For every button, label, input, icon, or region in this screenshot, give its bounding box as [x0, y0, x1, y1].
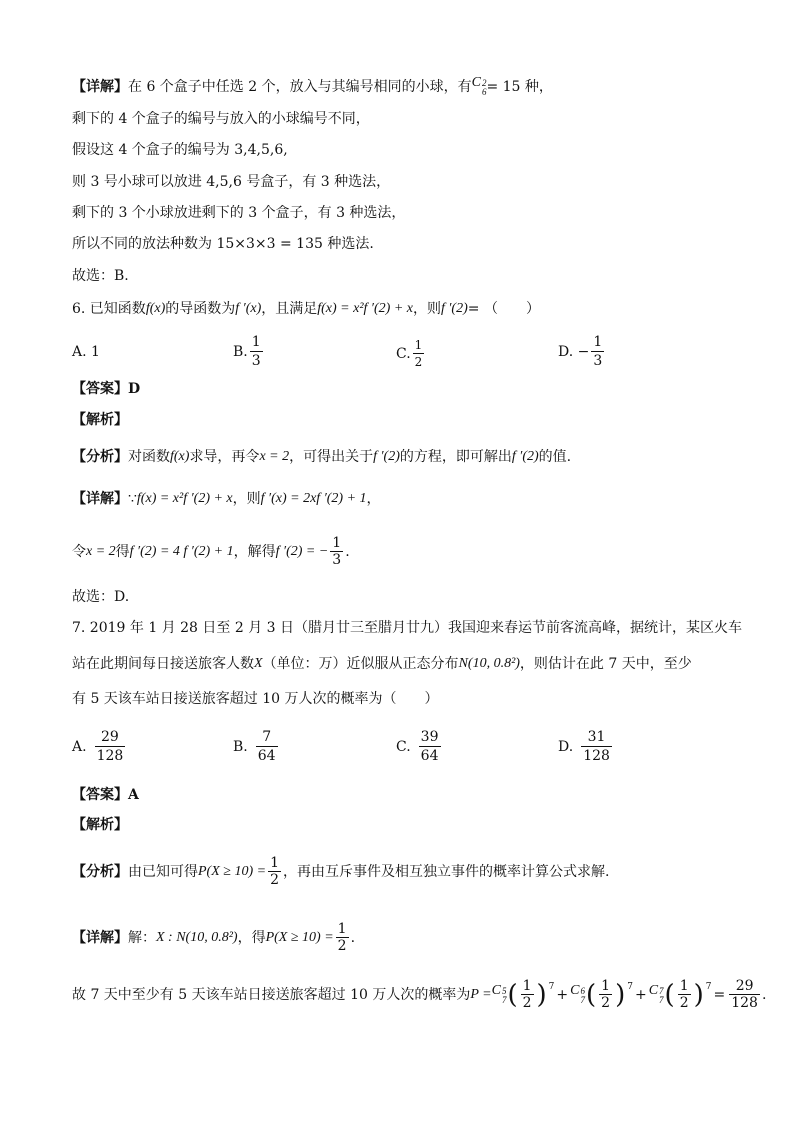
q6-option-c: [396, 338, 426, 369]
gu7-text-a: 故 7 天中至少有 5 天该车站日接送旅客超过 10 万人次的概率为: [72, 986, 471, 1003]
q7-normal: N(10, 0.8²): [458, 656, 520, 671]
fx7-prob: P(X ≥ 10) =: [198, 863, 267, 879]
result-fraction: [729, 979, 760, 1010]
paren-close: ): [536, 979, 547, 1010]
frac-num: 1: [270, 855, 279, 871]
xj6-eq2: f ′(x) = 2xf ′(2) + 1: [260, 491, 367, 506]
q7-line-3: 有 5 天该车站日接送旅客超过 10 万人次的概率为（ ）: [72, 691, 439, 707]
frac-num: 1: [601, 978, 611, 994]
q6-detail: [72, 492, 381, 506]
frac-den: 128: [96, 748, 124, 764]
q6-fp2: f ′(2): [440, 301, 468, 316]
frac-den: 3: [251, 353, 261, 369]
line-3: 假设这 4 个盒子的编号为 3,4,5,6,: [72, 142, 288, 158]
c-sup: 6: [580, 986, 585, 996]
xj6-because: ∵: [128, 491, 137, 507]
fx6-text-c: ，可得出关于: [289, 449, 374, 465]
gu7-term-3: C 7 7: [648, 983, 664, 1005]
fx6-x2: x = 2: [259, 449, 290, 464]
gu7-end: .: [761, 986, 767, 1003]
q7-analysis: [72, 856, 609, 887]
q6-text-e: = （ ）: [467, 301, 540, 317]
q7-option-a-label: A.: [72, 738, 87, 755]
q7-answer-text: 【答案】A: [72, 787, 139, 803]
q6-option-d: [558, 334, 606, 369]
power: 7: [548, 982, 555, 992]
paren-open: (: [664, 979, 675, 1010]
ling6-eq2: f ′(2) = −: [275, 543, 329, 559]
q6-text-a: 6. 已知函数: [72, 301, 146, 317]
plus-sign: +: [556, 986, 569, 1003]
frac-den: 3: [332, 552, 342, 568]
q7-conclusion: [72, 979, 766, 1010]
xj6-eq1: f(x) = x²f ′(2) + x: [136, 491, 233, 506]
frac-num: 1: [522, 978, 532, 994]
q6-analysis-header: [72, 413, 128, 427]
frac-den: 2: [679, 995, 689, 1011]
plus-sign: +: [634, 986, 647, 1003]
power: 7: [705, 982, 712, 992]
xj7-text-b: ，得: [237, 929, 266, 946]
frac-den: 64: [420, 748, 439, 764]
q7-option-c: [396, 729, 443, 764]
q7-analysis-text: 【解析】: [72, 817, 128, 833]
ling6-end: .: [345, 543, 350, 560]
q6-choice: 故选：D.: [72, 589, 130, 605]
line-4: 则 3 号小球可以放进 4,5,6 号盒子，有 3 种选法，: [72, 174, 391, 190]
ling6-x2: x = 2: [86, 543, 116, 559]
q7-option-a: [72, 729, 127, 764]
q7-option-b-fraction: [256, 729, 278, 764]
gu7-P: P =: [470, 986, 492, 1002]
q6-option-b: [233, 334, 265, 369]
equals-sign: =: [713, 986, 726, 1003]
q7-text-b: （单位：万）近似服从正态分布: [262, 656, 459, 672]
q6-option-d-label: D. −: [558, 343, 590, 360]
q6-analysis: [72, 450, 571, 464]
frac-num: 29: [735, 978, 754, 994]
half-fraction: [521, 979, 534, 1010]
frac-den: 2: [601, 995, 611, 1011]
paren-open: (: [585, 979, 597, 1010]
q6-fx: f(x): [145, 301, 166, 316]
fx7-text-b: ，再由互斥事件及相互独立事件的概率计算公式求解.: [282, 863, 610, 880]
fx7-fraction: [268, 856, 281, 887]
q6-option-c-fraction: [413, 338, 425, 369]
gu7-term-1: C 5 7: [491, 983, 507, 1005]
q7-line-2: [72, 657, 692, 671]
q6-text-c: ，且满足: [261, 301, 318, 317]
q6-answer: [72, 382, 140, 396]
xj7-end: .: [350, 929, 356, 946]
frac-num: 1: [414, 338, 423, 352]
frac-num: 7: [262, 729, 272, 745]
frac-den: 3: [593, 353, 603, 369]
c-sub: 7: [580, 995, 585, 1005]
ling6-eq: f ′(2) = 4 f ′(2) + 1: [129, 543, 234, 559]
analysis-tag: 【分析】: [72, 863, 128, 880]
frac-num: 1: [679, 978, 689, 994]
fx6-text-d: 的方程，即可解出: [399, 449, 512, 465]
detail-tag: 【详解】: [72, 78, 128, 95]
q6-text-d: ，则: [412, 301, 441, 317]
frac-num: 31: [587, 729, 606, 745]
q7-option-c-label: C.: [396, 738, 411, 755]
xj7-dist: X : N(10, 0.8²): [156, 929, 238, 945]
line-2: 剩下的 4 个盒子的编号与放入的小球编号不同，: [72, 111, 370, 127]
ling6-text-b: 得: [115, 543, 130, 560]
frac-den: 2: [337, 938, 347, 954]
frac-den: 2: [522, 995, 532, 1011]
q7-answer: [72, 788, 139, 802]
q7-text-a: 站在此期间每日接送旅客人数: [72, 656, 254, 672]
ling6-text-c: ，解得: [233, 543, 276, 560]
q6-text-b: 的导函数为: [165, 301, 236, 317]
q7-analysis-header: [72, 818, 128, 832]
fx6-fp2: f ′(2): [373, 449, 400, 464]
frac-num: 39: [420, 729, 439, 745]
q7-option-b-label: B.: [233, 738, 248, 755]
q7-option-b: [233, 729, 280, 764]
q7-option-a-fraction: [95, 729, 126, 764]
frac-den: 128: [583, 748, 610, 764]
power: 7: [627, 982, 633, 992]
paren-close: ): [615, 979, 626, 1010]
fx7-text-a: 由已知可得: [128, 863, 198, 880]
frac-num: 1: [593, 334, 603, 350]
ling6-fraction: [330, 536, 343, 567]
c-sub: 7: [659, 995, 664, 1005]
q6-option-a-text: A. 1: [72, 344, 100, 360]
c-sub: 7: [501, 995, 507, 1005]
xj7-text-a: 解：: [128, 929, 156, 946]
q7-option-c-fraction: [419, 729, 441, 764]
paren-close: ): [693, 979, 704, 1010]
paren-open: (: [507, 979, 518, 1010]
q7-option-d: [558, 729, 614, 764]
line-5: 剩下的 3 个小球放进剩下的 3 个盒子，有 3 种选法，: [72, 205, 406, 221]
detail-tag: 【详解】: [72, 929, 128, 946]
frac-num: 1: [251, 334, 261, 350]
q7-X: X: [254, 656, 263, 671]
line-6: 所以不同的放法种数为 15×3×3 = 135 种选法.: [72, 236, 374, 252]
frac-num: 29: [101, 729, 119, 745]
q7-detail: [72, 922, 355, 953]
q6-analysis-text: 【解析】: [72, 412, 128, 428]
q7-option-d-fraction: [581, 729, 612, 764]
q7-option-d-label: D.: [558, 738, 574, 755]
frac-num: 1: [337, 921, 347, 937]
question-6: [72, 302, 540, 316]
answer-choice-line: 故选：B.: [72, 268, 129, 284]
fx6-text-b: 求导，再令: [189, 449, 260, 465]
fx6-fp2-b: f ′(2): [511, 449, 539, 464]
frac-den: 64: [257, 748, 276, 764]
q6-option-d-fraction: [591, 334, 604, 369]
detail-text-end: = 15 种，: [486, 78, 553, 95]
gu7-term-2: C 6 7: [570, 983, 585, 1005]
half-fraction: [678, 979, 691, 1010]
combination-c62: C 2 6: [471, 75, 487, 97]
q6-option-c-label: C.: [396, 345, 411, 362]
c-sup: 5: [501, 986, 507, 996]
detail-tag: 【详解】: [72, 491, 128, 507]
detail-line-1: [72, 76, 553, 97]
frac-den: 2: [270, 872, 279, 888]
q6-option-b-fraction: [250, 334, 263, 369]
fx6-text-a: 对函数: [128, 449, 170, 465]
q6-answer-text: 【答案】D: [72, 381, 141, 397]
q6-fpx: f ′(x): [235, 301, 262, 316]
c-sup: 7: [659, 986, 664, 996]
xj6-text-b: ，则: [232, 491, 261, 507]
analysis-tag: 【分析】: [72, 449, 128, 465]
q7-line-1: 7. 2019 年 1 月 28 日至 2 月 3 日（腊月廿三至腊月廿九）我国迎来春运节前客流高峰，据统计，某区火车: [72, 620, 743, 636]
detail-text: 在 6 个盒子中任选 2 个，放入与其编号相同的小球，有: [128, 78, 472, 95]
ling6-text-a: 令: [72, 543, 86, 560]
q6-equation: f(x) = x²f ′(2) + x: [317, 301, 413, 316]
fx6-fx: f(x): [170, 449, 190, 464]
xj7-fraction: [336, 922, 349, 953]
frac-den: 128: [731, 995, 758, 1011]
q6-solve: [72, 536, 350, 567]
xj6-text-c: ，: [366, 491, 381, 507]
q6-option-b-label: B.: [233, 343, 248, 360]
half-fraction: [599, 979, 612, 1010]
fx6-text-e: 的值.: [538, 449, 572, 465]
frac-den: 2: [414, 355, 423, 369]
q6-option-a: [72, 344, 100, 360]
frac-num: 1: [332, 535, 342, 551]
q7-text-c: ，则估计在此 7 天中，至少: [519, 656, 692, 672]
xj7-prob: P(X ≥ 10) =: [265, 929, 334, 945]
